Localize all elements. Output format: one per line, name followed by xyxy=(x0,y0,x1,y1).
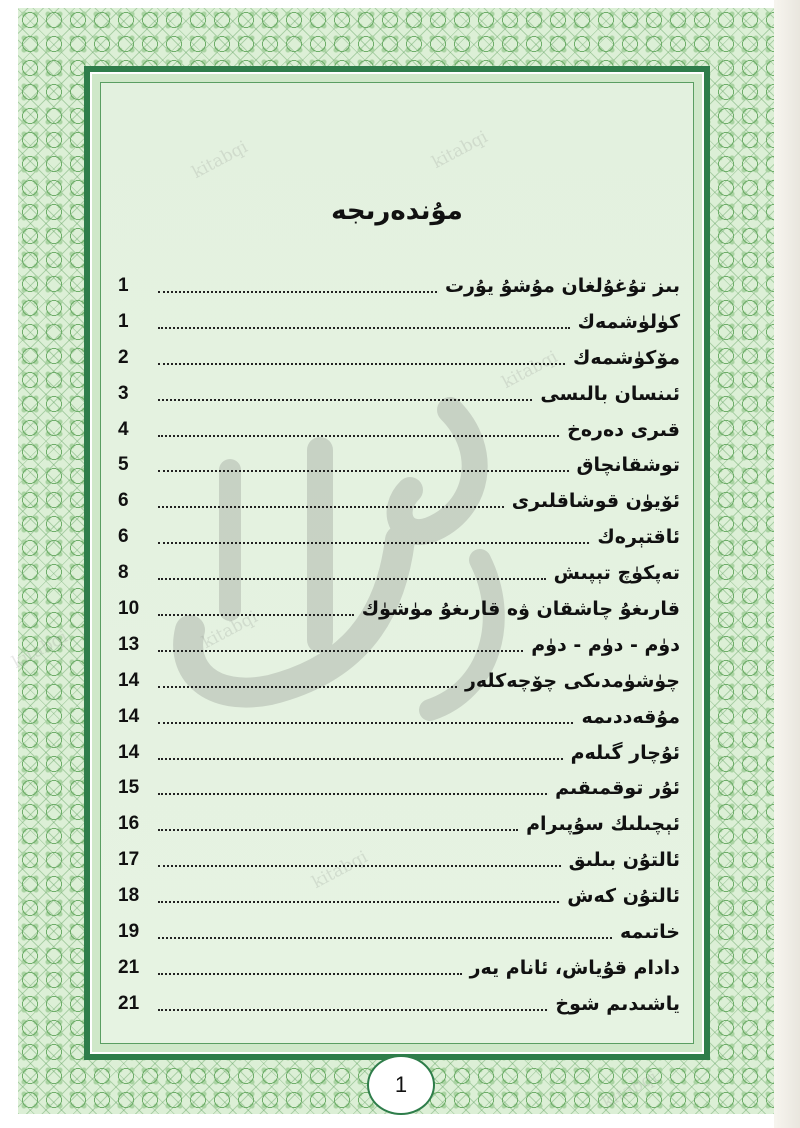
toc-entry-title: توشقانچاق xyxy=(576,454,680,477)
toc-entry-title: ئىنسان بالىسى xyxy=(540,382,680,405)
table-of-contents xyxy=(114,268,680,1022)
toc-entry-title: تەپكۈچ تېپىش xyxy=(553,562,680,585)
toc-entry-page: 14 xyxy=(118,741,140,763)
dot-leader xyxy=(158,973,462,975)
toc-entry xyxy=(114,699,680,735)
dot-leader xyxy=(158,578,546,580)
dot-leader xyxy=(158,291,437,293)
toc-entry-title: خاتىمە xyxy=(620,920,680,943)
toc-entry-page: 3 xyxy=(118,382,129,404)
dot-leader xyxy=(158,506,504,508)
toc-entry-page: 4 xyxy=(118,418,129,440)
dot-leader xyxy=(158,686,457,688)
dot-leader xyxy=(158,614,354,616)
toc-entry xyxy=(114,735,680,771)
toc-entry-title: ئۆيۈن قوشاقلىرى xyxy=(511,490,680,513)
toc-entry xyxy=(114,412,680,448)
dot-leader xyxy=(158,722,573,724)
toc-entry xyxy=(114,340,680,376)
toc-entry xyxy=(114,555,680,591)
toc-entry-page: 1 xyxy=(118,310,129,332)
toc-entry-page: 1 xyxy=(118,274,129,296)
toc-entry-page: 17 xyxy=(118,849,140,871)
dot-leader xyxy=(158,327,570,329)
dot-leader xyxy=(158,399,532,401)
toc-entry-title: دۈم - دۈم - دۈم xyxy=(531,633,680,656)
toc-entry xyxy=(114,986,680,1022)
toc-entry xyxy=(114,591,680,627)
toc-entry xyxy=(114,483,680,519)
toc-entry-page: 21 xyxy=(118,956,140,978)
dot-leader xyxy=(158,470,569,472)
toc-entry xyxy=(114,663,680,699)
dot-leader xyxy=(158,1009,547,1011)
toc-entry-title: ئۇچار گىلەم xyxy=(570,741,680,764)
toc-entry-title: ئۇر توقمىقىم xyxy=(555,777,680,800)
dot-leader xyxy=(158,937,612,939)
dot-leader xyxy=(158,758,563,760)
toc-entry-page: 16 xyxy=(118,813,140,835)
toc-entry-title: مۆكۈشمەك xyxy=(573,346,680,369)
toc-entry-title: ئېچىلىك سۇپىرام xyxy=(526,813,680,836)
toc-entry-title: كۈلۈشمەك xyxy=(577,310,680,333)
dot-leader xyxy=(158,542,589,544)
toc-entry-title: بىز تۇغۇلغان مۇشۇ يۇرت xyxy=(444,274,680,297)
toc-entry-page: 14 xyxy=(118,705,140,727)
toc-entry xyxy=(114,770,680,806)
toc-entry xyxy=(114,842,680,878)
toc-entry-page: 6 xyxy=(118,490,129,512)
toc-entry-title: چۈشۈمدىكى چۆچەكلەر xyxy=(464,669,680,692)
toc-entry-page: 14 xyxy=(118,669,140,691)
toc-entry-page: 6 xyxy=(118,526,129,548)
toc-entry-title: ئالتۇن بىلىق xyxy=(568,849,680,872)
dot-leader xyxy=(158,363,565,365)
toc-entry-page: 2 xyxy=(118,346,129,368)
toc-entry xyxy=(114,627,680,663)
toc-entry xyxy=(114,304,680,340)
toc-entry xyxy=(114,950,680,986)
dot-leader xyxy=(158,901,559,903)
page-number: 1 xyxy=(394,1072,408,1097)
toc-entry-page: 18 xyxy=(118,885,140,907)
toc-entry-page: 21 xyxy=(118,992,140,1014)
toc-entry-page: 13 xyxy=(118,633,140,655)
toc-entry xyxy=(114,914,680,950)
page-number-badge xyxy=(367,1055,435,1115)
toc-entry-page: 15 xyxy=(118,777,140,799)
dot-leader xyxy=(158,829,518,831)
toc-entry xyxy=(114,878,680,914)
toc-entry xyxy=(114,447,680,483)
toc-entry xyxy=(114,268,680,304)
toc-entry-title: ئالتۇن كەش xyxy=(567,885,680,908)
toc-entry xyxy=(114,519,680,555)
toc-entry xyxy=(114,376,680,412)
toc-entry-page: 8 xyxy=(118,562,129,584)
toc-entry-title: مۇقەددىمە xyxy=(581,705,680,728)
toc-entry-title: دادام قۇياش، ئانام يەر xyxy=(469,956,680,979)
page-title: مۇندەرىجە xyxy=(331,196,463,226)
toc-entry-title: ياشىدىم شوخ xyxy=(555,992,680,1015)
dot-leader xyxy=(158,435,559,437)
dot-leader xyxy=(158,650,523,652)
toc-entry-title: ئاقتېرەك xyxy=(597,526,680,549)
toc-entry-page: 5 xyxy=(118,454,129,476)
toc-entry xyxy=(114,806,680,842)
page-edge xyxy=(774,0,800,1128)
dot-leader xyxy=(158,865,561,867)
dot-leader xyxy=(158,793,547,795)
toc-entry-title: قارىغۇ چاشقان ۋە قارىغۇ مۈشۈك xyxy=(361,597,680,620)
toc-entry-page: 10 xyxy=(118,597,140,619)
toc-entry-page: 19 xyxy=(118,920,140,942)
toc-entry-title: قىرى دەرەخ xyxy=(567,418,680,441)
